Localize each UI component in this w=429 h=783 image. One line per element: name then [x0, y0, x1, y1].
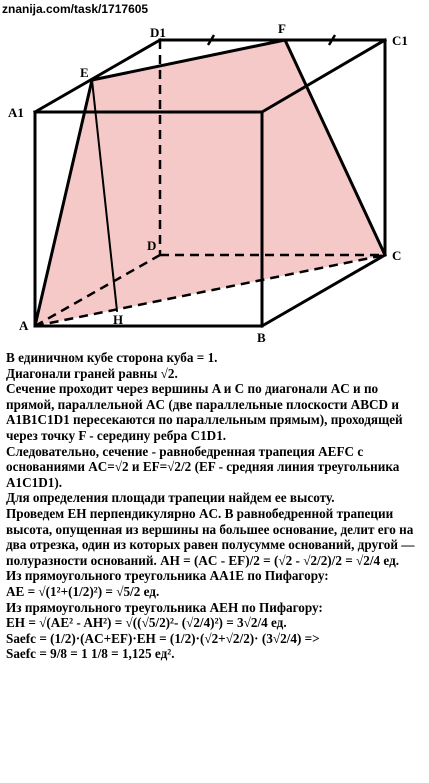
solution-line: В единичном кубе сторона куба = 1. — [6, 350, 218, 365]
label-d: D — [147, 238, 157, 253]
label-h: H — [113, 312, 124, 327]
label-d1: D1 — [150, 25, 166, 40]
solution-line: Из прямоугольного треугольника AA1E по Пифагору: — [6, 568, 329, 584]
solution-line: Для определения площади трапеции найдем ее высоту. — [6, 490, 335, 506]
solution-line: Диагонали граней равны √2. — [6, 365, 178, 381]
solution-line: EH = √(AE² - AH²) = √((√5/2)²- (√2/4)²) = 3√2/4 ед. — [6, 615, 287, 631]
solution-line: AE = √(1²+(1/2)²) = √5/2 ед. — [6, 583, 160, 599]
solution-line: Следовательно, сечение - равнобедренная трапеция AEFC с основаниями AC=√2 и EF=√2/2 (EF - средняя линия треугольника A1C1D1). — [6, 443, 400, 490]
solution-line: Из прямоугольного треугольника AEH по Пифагору: — [6, 599, 323, 615]
label-a: A — [19, 318, 29, 333]
watermark-text: znanija.com/task/1717605 — [2, 2, 149, 16]
label-b: B — [257, 330, 266, 345]
cube-section-diagram — [0, 0, 429, 348]
label-e: E — [80, 65, 89, 80]
solution-line: Проведем EH перпендикулярно AC. В равнобедренной трапеции высота, опущенная из вершины на большее основание, делит его на два отрезка, один из которых равен полусумме оснований, другой — полуразности оснований. AH = (AC - EF)/2 = (√2 - √2/2)/2 = √2/4 ед. — [6, 505, 415, 568]
label-a1: A1 — [8, 105, 24, 120]
label-f: F — [278, 21, 286, 36]
solution-line: Сечение проходит через вершины A и C по диагонали AC и по прямой, параллельной AC (две параллельные плоскости ABCD и A1B1C1D1 пересекаются по параллельным прямым), проходящей через точку F - середину ребра C1D1. — [6, 381, 403, 443]
solution-line: Saefc = (1/2)·(AC+EF)·EH = (1/2)·(√2+√2/2)· (3√2/4) => — [6, 630, 320, 646]
label-c1: C1 — [392, 33, 408, 48]
label-c: C — [392, 248, 402, 263]
solution-line: Saefc = 9/8 = 1 1/8 = 1,125 ед². — [6, 646, 175, 662]
solution-text — [6, 350, 426, 662]
